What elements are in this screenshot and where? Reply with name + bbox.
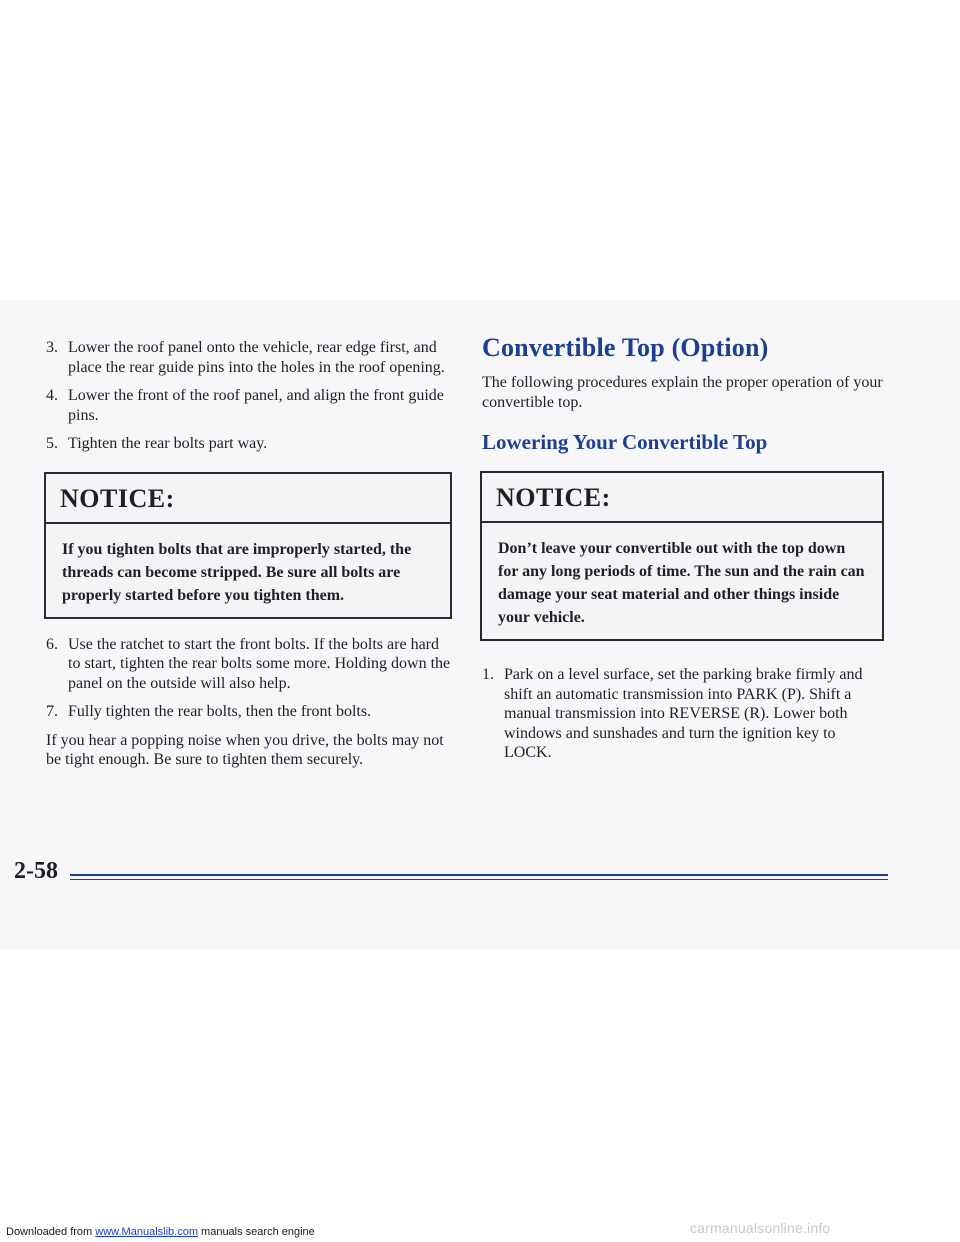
notice-title: NOTICE:	[46, 474, 450, 524]
download-suffix: manuals search engine	[197, 1226, 315, 1238]
manualslib-link[interactable]: www.Manualslib.com	[95, 1226, 198, 1238]
steps-list-1	[46, 338, 452, 454]
watermark: carmanualsonline.info	[690, 1220, 831, 1236]
step-text: Lower the roof panel onto the vehicle, rear edge first, and place the rear guide pins into the holes in the roof opening.	[68, 339, 445, 376]
step-3	[46, 338, 452, 377]
step-text: Tighten the rear bolts part way.	[68, 435, 268, 452]
step-5	[46, 434, 452, 454]
step-7	[46, 702, 452, 722]
notice-box-bolts	[44, 472, 452, 619]
steps-list-2	[46, 635, 452, 722]
closing-paragraph: If you hear a popping noise when you drive, the bolts may not be tight enough. Be sure to tighten them securely.	[46, 731, 444, 768]
steps-list-convertible	[482, 665, 884, 763]
page-footer	[14, 858, 890, 888]
step-text: Fully tighten the rear bolts, then the front bolts.	[68, 703, 372, 720]
step-text: Use the ratchet to start the front bolts. If the bolts are hard to start, tighten the rear bolts some more. Holding down the panel on the outside will also help.	[68, 635, 451, 692]
notice-body: Don’t leave your convertible out with the top down for any long periods of time. The sun and the rain can damage your seat material and other things inside your vehicle.	[498, 540, 865, 626]
step-text: Park on a level surface, set the parking brake firmly and shift an automatic transmission into PARK (P). Shift a manual transmission into REVERSE (R). Lower both windows and sunshades and turn the ignition key to LOCK.	[504, 666, 863, 761]
intro-paragraph: The following procedures explain the proper operation of your convertible top.	[482, 374, 883, 411]
subsection-title: Lowering Your Convertible Top	[482, 430, 768, 454]
step-6	[46, 635, 452, 694]
left-column	[46, 338, 452, 770]
step-number: 5.	[46, 435, 58, 452]
footer-rule	[70, 874, 888, 876]
notice-title: NOTICE:	[482, 473, 882, 523]
step-4	[46, 386, 452, 425]
page-number: 2-58	[14, 858, 58, 884]
step-number: 3.	[46, 339, 58, 356]
right-column	[482, 333, 884, 772]
step-1	[482, 665, 884, 763]
step-number: 6.	[46, 635, 58, 653]
footer-rule-thin	[70, 879, 888, 880]
step-number: 4.	[46, 387, 58, 404]
step-text: Lower the front of the roof panel, and align the front guide pins.	[68, 387, 444, 424]
step-number: 1.	[482, 666, 494, 683]
step-number: 7.	[46, 703, 58, 720]
section-title: Convertible Top (Option)	[482, 333, 769, 362]
notice-box-convertible	[480, 471, 884, 641]
notice-body: If you tighten bolts that are improperly started, the threads can become stripped. Be sure all bolts are properly started before you tighten them.	[62, 540, 412, 604]
download-notice	[6, 1226, 315, 1238]
download-prefix: Downloaded from	[6, 1226, 96, 1238]
